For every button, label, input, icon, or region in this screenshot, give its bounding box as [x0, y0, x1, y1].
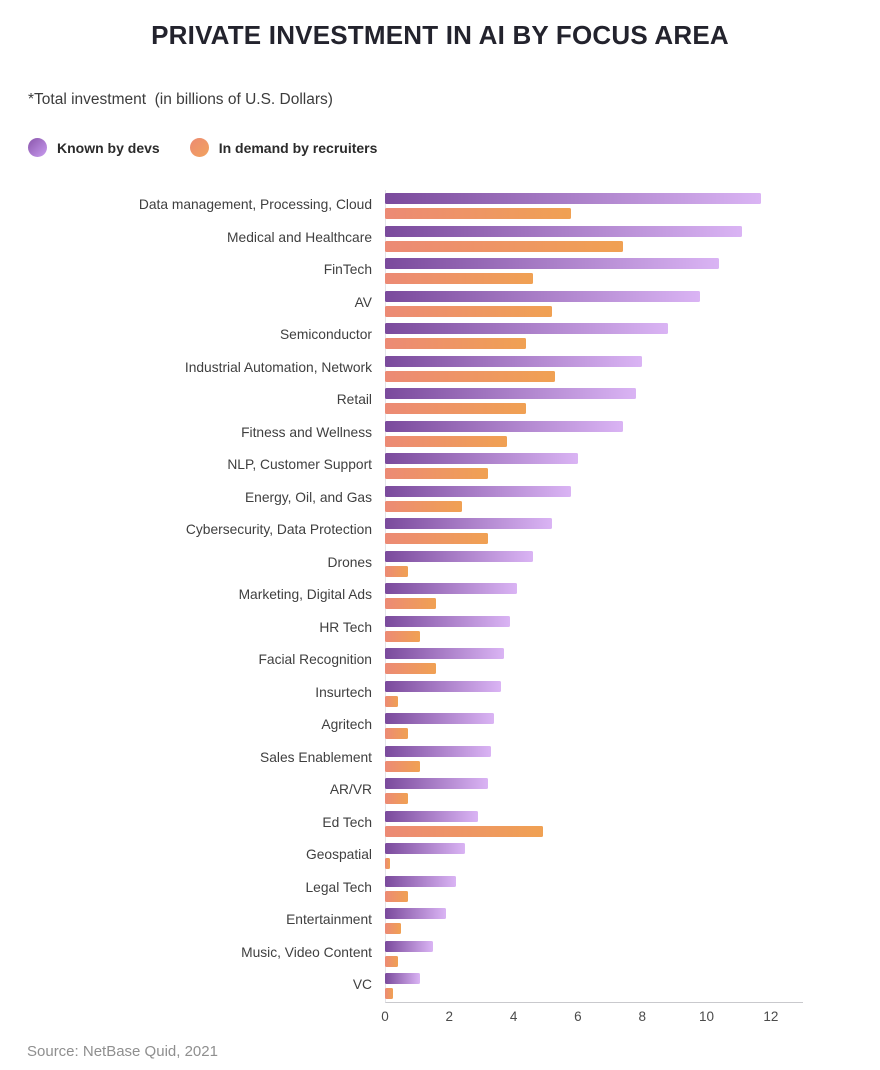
bar-group: [385, 775, 803, 808]
legend-item-known-by-devs: [28, 138, 160, 157]
bar-group: [385, 320, 803, 353]
chart-row: [0, 710, 880, 743]
bar-group: [385, 385, 803, 418]
bar-known-by-devs: [385, 973, 420, 984]
category-label: Fitness and Wellness: [241, 424, 372, 440]
bar-in-demand-by-recruiters: [385, 891, 408, 902]
chart-row: [0, 678, 880, 711]
bar-known-by-devs: [385, 843, 465, 854]
chart-row: [0, 418, 880, 451]
category-label: Facial Recognition: [258, 652, 372, 667]
chart-row: [0, 580, 880, 613]
category-label: AV: [354, 294, 372, 310]
bar-known-by-devs: [385, 388, 636, 399]
bar-known-by-devs: [385, 941, 433, 952]
category-label: Geospatial: [306, 847, 372, 862]
bar-known-by-devs: [385, 518, 552, 529]
bar-group: [385, 288, 803, 321]
bar-in-demand-by-recruiters: [385, 468, 488, 479]
bar-group: [385, 450, 803, 483]
bar-in-demand-by-recruiters: [385, 566, 408, 577]
bar-in-demand-by-recruiters: [385, 436, 507, 447]
bar-in-demand-by-recruiters: [385, 826, 543, 837]
chart-row: [0, 385, 880, 418]
legend-item-in-demand-by-recruiters: [190, 138, 378, 157]
category-label: FinTech: [323, 262, 372, 277]
bar-known-by-devs: [385, 908, 446, 919]
chart-row: [0, 190, 880, 223]
legend-label: Known by devs: [57, 139, 160, 156]
bar-known-by-devs: [385, 291, 700, 302]
category-label: Medical and Healthcare: [227, 229, 372, 245]
bar-in-demand-by-recruiters: [385, 631, 420, 642]
category-label: Ed Tech: [322, 814, 372, 830]
bar-in-demand-by-recruiters: [385, 403, 526, 414]
x-axis-ticks: [381, 1003, 803, 1029]
chart-plot-area: [0, 190, 880, 1003]
bar-in-demand-by-recruiters: [385, 988, 393, 999]
x-axis-tick-label: 6: [574, 1008, 582, 1024]
category-label: Drones: [327, 554, 372, 570]
bar-group: [385, 905, 803, 938]
bar-known-by-devs: [385, 453, 578, 464]
bar-in-demand-by-recruiters: [385, 306, 552, 317]
legend-label: In demand by recruiters: [218, 139, 378, 156]
chart-row: [0, 515, 880, 548]
category-label: Insurtech: [315, 684, 372, 700]
x-axis-tick-label: 12: [763, 1008, 779, 1024]
bar-known-by-devs: [385, 713, 494, 724]
bar-in-demand-by-recruiters: [385, 663, 436, 674]
category-label: Cybersecurity, Data Protection: [185, 522, 372, 537]
bar-in-demand-by-recruiters: [385, 956, 398, 967]
bar-group: [385, 710, 803, 743]
category-label: AR/VR: [329, 782, 372, 797]
bar-in-demand-by-recruiters: [385, 241, 623, 252]
page-title: PRIVATE INVESTMENT IN AI BY FOCUS AREA: [151, 20, 729, 50]
bar-known-by-devs: [385, 323, 668, 334]
bar-in-demand-by-recruiters: [385, 338, 526, 349]
chart-row: [0, 905, 880, 938]
bar-group: [385, 353, 803, 386]
legend-swatch-icon: [190, 138, 209, 157]
bar-known-by-devs: [385, 876, 456, 887]
bar-known-by-devs: [385, 421, 623, 432]
category-label: Music, Video Content: [241, 944, 372, 960]
bar-group: [385, 548, 803, 581]
category-label: VC: [352, 977, 372, 992]
bar-group: [385, 190, 803, 223]
bar-group: [385, 840, 803, 873]
bar-group: [385, 223, 803, 256]
bar-in-demand-by-recruiters: [385, 371, 555, 382]
chart-row: [0, 775, 880, 808]
chart-row: [0, 353, 880, 386]
bar-known-by-devs: [385, 811, 478, 822]
bar-in-demand-by-recruiters: [385, 273, 533, 284]
bar-known-by-devs: [385, 746, 491, 757]
category-label: Retail: [336, 392, 372, 407]
bar-group: [385, 418, 803, 451]
bar-known-by-devs: [385, 193, 761, 204]
bar-known-by-devs: [385, 551, 533, 562]
chart-row: [0, 255, 880, 288]
category-label: Marketing, Digital Ads: [238, 587, 372, 602]
chart-row: [0, 548, 880, 581]
x-axis-tick-label: 8: [638, 1008, 646, 1024]
chart-row: [0, 288, 880, 321]
bar-group: [385, 255, 803, 288]
category-label: Data management, Processing, Cloud: [138, 197, 372, 212]
bar-known-by-devs: [385, 486, 571, 497]
bar-in-demand-by-recruiters: [385, 923, 401, 934]
chart-row: [0, 840, 880, 873]
bar-in-demand-by-recruiters: [385, 696, 398, 707]
bar-in-demand-by-recruiters: [385, 761, 420, 772]
category-label: HR Tech: [319, 619, 372, 635]
bar-in-demand-by-recruiters: [385, 533, 488, 544]
bar-in-demand-by-recruiters: [385, 793, 408, 804]
bar-group: [385, 873, 803, 906]
category-label: Entertainment: [286, 912, 372, 927]
category-label: Energy, Oil, and Gas: [244, 489, 372, 505]
bar-in-demand-by-recruiters: [385, 208, 571, 219]
bar-group: [385, 678, 803, 711]
category-label: Legal Tech: [305, 879, 372, 895]
chart-row: [0, 970, 880, 1003]
bar-group: [385, 483, 803, 516]
bar-group: [385, 938, 803, 971]
bar-group: [385, 613, 803, 646]
x-axis-tick-label: 4: [509, 1008, 518, 1024]
x-axis-tick-label: 10: [699, 1008, 715, 1024]
bar-group: [385, 645, 803, 678]
chart-row: [0, 613, 880, 646]
category-label: NLP, Customer Support: [227, 457, 372, 472]
bar-known-by-devs: [385, 356, 642, 367]
bar-known-by-devs: [385, 583, 517, 594]
bar-in-demand-by-recruiters: [385, 598, 436, 609]
bar-group: [385, 515, 803, 548]
chart-row: [0, 645, 880, 678]
source-credit: Source: NetBase Quid, 2021: [27, 1042, 218, 1060]
category-label: Sales Enablement: [260, 749, 372, 765]
legend-swatch-icon: [28, 138, 47, 157]
bar-group: [385, 808, 803, 841]
bar-in-demand-by-recruiters: [385, 728, 408, 739]
chart-row: [0, 483, 880, 516]
bar-in-demand-by-recruiters: [385, 501, 462, 512]
chart-row: [0, 450, 880, 483]
category-label: Industrial Automation, Network: [184, 359, 372, 375]
chart-row: [0, 808, 880, 841]
bar-group: [385, 970, 803, 1003]
category-label: Agritech: [321, 717, 372, 732]
bar-chart: [0, 190, 880, 1029]
x-axis-tick-label: 2: [445, 1008, 454, 1024]
bar-group: [385, 580, 803, 613]
chart-subtitle: *Total investment (in billions of U.S. Dollars): [28, 91, 333, 108]
bar-known-by-devs: [385, 648, 504, 659]
category-label: Semiconductor: [279, 327, 372, 342]
x-axis-tick-label: 0: [381, 1008, 389, 1024]
bar-known-by-devs: [385, 226, 742, 237]
bar-known-by-devs: [385, 616, 510, 627]
bar-in-demand-by-recruiters: [385, 858, 390, 869]
bar-known-by-devs: [385, 258, 719, 269]
chart-row: [0, 743, 880, 776]
chart-rows: [0, 190, 880, 1003]
chart-row: [0, 938, 880, 971]
chart-row: [0, 320, 880, 353]
chart-row: [0, 223, 880, 256]
bar-known-by-devs: [385, 681, 501, 692]
chart-legend: [28, 138, 880, 157]
bar-known-by-devs: [385, 778, 488, 789]
bar-group: [385, 743, 803, 776]
chart-row: [0, 873, 880, 906]
